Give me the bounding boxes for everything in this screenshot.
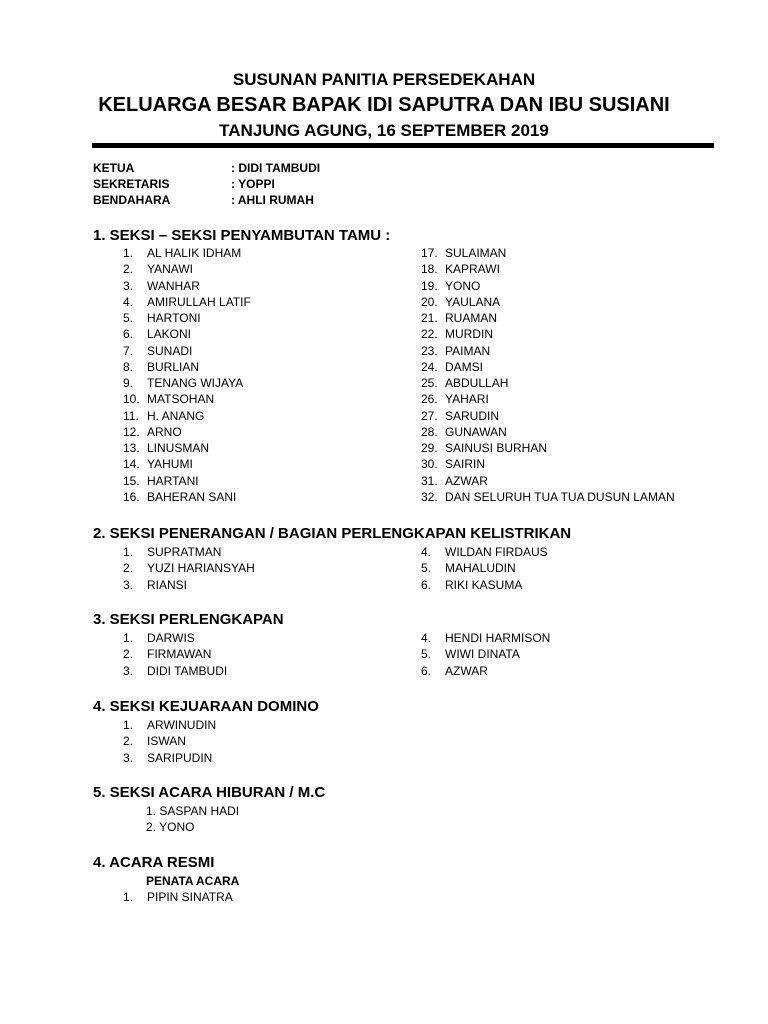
section-subtitle: PENATA ACARA <box>146 874 240 888</box>
section-title: 1. SEKSI – SEKSI PENYAMBUTAN TAMU : <box>93 227 391 244</box>
officer-name: : AHLI RUMAH <box>231 193 314 207</box>
doc-title-line3: TANJUNG AGUNG, 16 SEPTEMBER 2019 <box>219 121 549 140</box>
doc-title-line1: SUSUNAN PANITIA PERSEDEKAHAN <box>232 70 536 89</box>
section-title: 5. SEKSI ACARA HIBURAN / M.C <box>93 784 326 801</box>
section-title: 2. SEKSI PENERANGAN / BAGIAN PERLENGKAPAN KELISTRIKAN <box>93 525 572 542</box>
officer-role: BENDAHARA <box>93 193 171 207</box>
doc-title-line2: KELUARGA BESAR BAPAK IDI SAPUTRA DAN IBU SUSIANI <box>98 94 670 116</box>
section-title: 4. SEKSI KEJUARAAN DOMINO <box>93 698 319 715</box>
section-title: 3. SEKSI PERLENGKAPAN <box>93 611 284 628</box>
officer-name: : DIDI TAMBUDI <box>231 161 321 175</box>
list-item: 1. SASPAN HADI <box>146 804 240 818</box>
officer-name: : YOPPI <box>231 177 275 191</box>
list-item: 2. YONO <box>146 820 195 835</box>
section-title: 4. ACARA RESMI <box>93 854 215 871</box>
officer-role: KETUA <box>93 161 135 175</box>
document-page: SUSUNAN PANITIA PERSEDEKAHAN KELUARGA BESAR BAPAK IDI SAPUTRA DAN IBU SUSIANI TANJUNG AGUNG, 16 SEPTEMBER 2019 KETUA : DIDI TAMBUDI SEKRETARIS : YOPPI BENDAHARA : AHLI RUMAH 1. SEKSI – SEKSI PENYAMBUTAN TAMU : 1. AL HALIK IDHAM 2. YANAWI 3. WANHAR 4. AMIRULLAH LATIF 5. HARTONI 6. LAKONI 7. SUNADI 8. BURLIAN 9. TENANG WIJAYA 10. MATSOHAN 11. H. ANANG 12. ARNO 13. LINUSMAN 14. YAHUMI 15. HARTANI 16. BAHERAN SANI 17. SULAIMAN 18. KAPRAWI 19. YONO 20. YAULANA 21. RUAMAN 22. MURDIN 23. PAIMAN 24. DAMSI 25. ABDULLAH 26. YAHARI 27. SARUDIN 28. GUNAWAN 29. SAINUSI BURHAN 30. SAIRIN 31. AZWAR 32. DAN SELURUH TUA TUA DUSUN LAMAN 2. SEKSI PENERANGAN / BAGIAN PERLENGKAPAN KELISTRIKAN 1. SUPRATMAN 2. YUZI HARIANSYAH 3. RIANSI 4. WILDAN FIRDAUS 5. MAHALUDIN 6. RIKI KASUMA 3. SEKSI PERLENGKAPAN 1. DARWIS 2. FIRMAWAN 3. DIDI TAMBUDI 4. HENDI HARMISON 5. WIWI DINATA 6. AZWAR 4. SEKSI KEJUARAAN DOMINO 1. ARWINUDIN 2. ISWAN 3. SARIPUDIN 5. SEKSI ACARA HIBURAN / M.C 1. SASPAN HADI 2. YONO 4. ACARA RESMI PENATA ACARA 1. PIPIN SINATRA <box>0 0 768 1024</box>
officer-role: SEKRETARIS <box>93 177 170 191</box>
header-divider <box>92 143 714 148</box>
section-5-list <box>146 803 239 836</box>
